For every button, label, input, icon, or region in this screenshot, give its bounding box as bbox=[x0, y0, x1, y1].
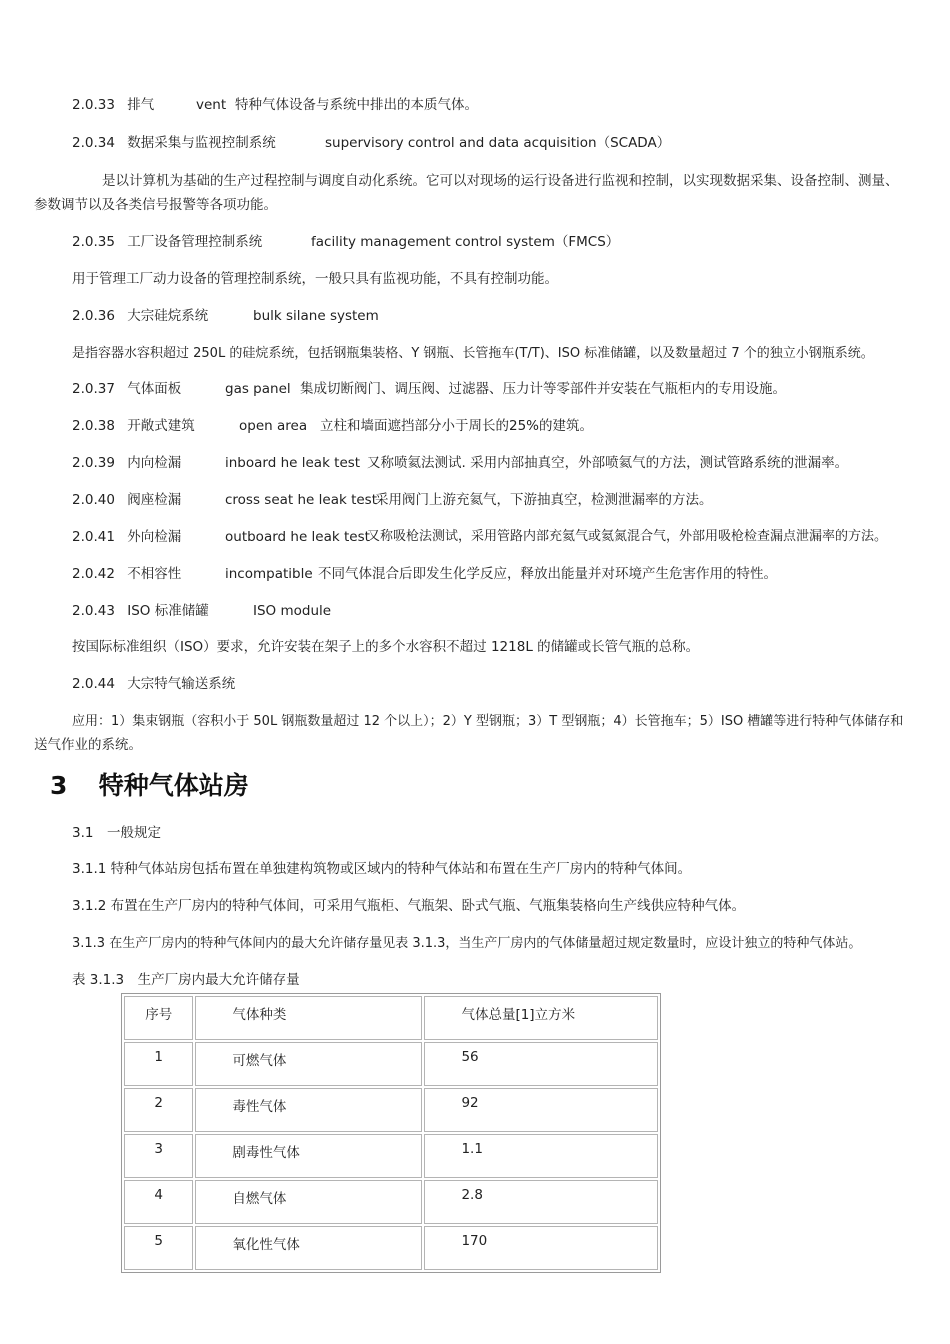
term-number: 2.0.42 bbox=[72, 566, 115, 582]
term-2-0-42 bbox=[72, 564, 932, 584]
term-definition: 采用阀门上游充氦气，下游抽真空，检测泄漏率的方法。 bbox=[375, 492, 713, 508]
chapter-heading bbox=[50, 766, 249, 802]
clause-3-1-1: 3.1.1 特种气体站房包括布置在单独建构筑物或区域内的特种气体站和布置在生产厂房内的特种气体间。 bbox=[72, 861, 692, 877]
term-english: bulk silane system bbox=[253, 308, 379, 324]
chapter-title: 特种气体站房 bbox=[98, 771, 249, 800]
term-definition: 特种气体设备与系统中排出的本质气体。 bbox=[235, 97, 478, 113]
term-english: cross seat he leak test bbox=[225, 492, 378, 508]
cell-total-volume: 170 bbox=[424, 1226, 658, 1270]
clause-3-1-2: 3.1.2 布置在生产厂房内的特种气体间，可采用气瓶柜、气瓶架、卧式气瓶、气瓶集装格向生产线供应特种气体。 bbox=[72, 898, 746, 914]
term-2-0-33 bbox=[72, 95, 932, 115]
header-cell-total-volume: 气体总量[1]立方米 bbox=[424, 996, 658, 1040]
cell-total-volume: 1.1 bbox=[424, 1134, 658, 1178]
term-english: inboard he leak test bbox=[225, 455, 361, 471]
term-number: 2.0.41 bbox=[72, 529, 115, 545]
term-english: supervisory control and data acquisition（SCADA） bbox=[325, 135, 671, 151]
cell-index: 4 bbox=[124, 1180, 193, 1224]
bulk-description-line-2: 送气作业的系统。 bbox=[34, 737, 142, 753]
cell-index: 3 bbox=[124, 1134, 193, 1178]
term-2-0-43 bbox=[72, 601, 932, 621]
term-number: 2.0.33 bbox=[72, 97, 115, 113]
term-definition: 立柱和墙面遮挡部分小于周长的25%的建筑。 bbox=[320, 418, 594, 434]
storage-limit-table bbox=[121, 993, 661, 1273]
header-cell-index: 序号 bbox=[124, 996, 193, 1040]
term-2-0-39 bbox=[72, 453, 932, 473]
table-header-row bbox=[124, 996, 658, 1040]
term-chinese: 大宗特气输送系统 bbox=[127, 676, 236, 692]
table-row bbox=[124, 1042, 658, 1086]
term-english: incompatible bbox=[225, 566, 313, 582]
term-chinese: 不相容性 bbox=[127, 566, 182, 582]
section-3-1-heading: 3.1 一般规定 bbox=[72, 825, 161, 841]
scada-description-line-2: 参数调节以及各类信号报警等各项功能。 bbox=[34, 197, 277, 213]
term-number: 2.0.36 bbox=[72, 308, 115, 324]
term-number: 2.0.43 bbox=[72, 603, 115, 619]
term-definition: 不同气体混合后即发生化学反应，释放出能量并对环境产生危害作用的特性。 bbox=[318, 566, 777, 582]
header-cell-gas-type: 气体种类 bbox=[195, 996, 422, 1040]
term-chinese: 工厂设备管理控制系统 bbox=[127, 234, 263, 250]
cell-total-volume: 2.8 bbox=[424, 1180, 658, 1224]
term-2-0-40 bbox=[72, 490, 932, 510]
scada-description-line-1: 是以计算机为基础的生产过程控制与调度自动化系统。它可以对现场的运行设备进行监视和控制，以实现数据采集、设备控制、测量、 bbox=[102, 173, 899, 189]
term-english: facility management control system（FMCS） bbox=[311, 234, 620, 250]
cell-gas-type: 毒性气体 bbox=[195, 1088, 422, 1132]
term-number: 2.0.38 bbox=[72, 418, 115, 434]
term-chinese: 大宗硅烷系统 bbox=[127, 308, 209, 324]
term-english: ISO module bbox=[253, 603, 332, 619]
term-number: 2.0.40 bbox=[72, 492, 115, 508]
cell-gas-type: 自燃气体 bbox=[195, 1180, 422, 1224]
term-english: outboard he leak test bbox=[225, 529, 370, 545]
term-english: vent bbox=[196, 97, 227, 113]
term-chinese: 气体面板 bbox=[127, 381, 182, 397]
term-2-0-36 bbox=[72, 306, 932, 326]
term-chinese: 外向检漏 bbox=[127, 529, 182, 545]
term-chinese: 数据采集与监视控制系统 bbox=[127, 135, 276, 151]
cell-total-volume: 92 bbox=[424, 1088, 658, 1132]
term-number: 2.0.37 bbox=[72, 381, 115, 397]
iso-description: 按国际标准组织（ISO）要求，允许安装在架子上的多个水容积不超过 1218L 的储罐或长管气瓶的总称。 bbox=[72, 639, 700, 655]
term-english: gas panel bbox=[225, 381, 291, 397]
term-2-0-34 bbox=[72, 133, 932, 153]
term-2-0-35 bbox=[72, 232, 932, 252]
table-row bbox=[124, 1180, 658, 1224]
table-caption: 表 3.1.3 生产厂房内最大允许储存量 bbox=[72, 972, 300, 988]
term-2-0-41 bbox=[72, 527, 932, 547]
term-chinese: 排气 bbox=[127, 97, 155, 113]
cell-gas-type: 氧化性气体 bbox=[195, 1226, 422, 1270]
clause-3-1-3: 3.1.3 在生产厂房内的特种气体间内的最大允许储存量见表 3.1.3，当生产厂房内的气体储量超过规定数量时，应设计独立的特种气体站。 bbox=[72, 936, 862, 951]
cell-index: 1 bbox=[124, 1042, 193, 1086]
table-row bbox=[124, 1088, 658, 1132]
term-chinese: 阀座检漏 bbox=[127, 492, 182, 508]
term-number: 2.0.35 bbox=[72, 234, 115, 250]
silane-description: 是指容器水容积超过 250L 的硅烷系统，包括钢瓶集装格、Y 钢瓶、长管拖车(T/T)、ISO 标准储罐，以及数量超过 7 个的独立小钢瓶系统。 bbox=[72, 346, 874, 361]
term-chinese: 开敞式建筑 bbox=[127, 418, 195, 434]
term-definition: 集成切断阀门、调压阀、过滤器、压力计等零部件并安装在气瓶柜内的专用设施。 bbox=[300, 381, 786, 397]
term-number: 2.0.39 bbox=[72, 455, 115, 471]
table-row bbox=[124, 1226, 658, 1270]
cell-gas-type: 可燃气体 bbox=[195, 1042, 422, 1086]
term-number: 2.0.44 bbox=[72, 676, 115, 692]
term-number: 2.0.34 bbox=[72, 135, 115, 151]
term-english: open area bbox=[239, 418, 308, 434]
term-chinese: 内向检漏 bbox=[127, 455, 182, 471]
term-2-0-38 bbox=[72, 416, 932, 436]
cell-total-volume: 56 bbox=[424, 1042, 658, 1086]
chapter-number: 3 bbox=[50, 771, 68, 800]
cell-gas-type: 剧毒性气体 bbox=[195, 1134, 422, 1178]
bulk-description-line-1: 应用：1）集束钢瓶（容积小于 50L 钢瓶数量超过 12 个以上）；2）Y 型钢瓶；3）T 型钢瓶；4）长管拖车；5）ISO 槽罐等进行特种气体储存和 bbox=[72, 714, 904, 729]
term-2-0-37 bbox=[72, 379, 932, 399]
cell-index: 2 bbox=[124, 1088, 193, 1132]
fmcs-description: 用于管理工厂动力设备的管理控制系统，一般只具有监视功能，不具有控制功能。 bbox=[72, 271, 558, 287]
cell-index: 5 bbox=[124, 1226, 193, 1270]
term-2-0-44 bbox=[72, 674, 932, 694]
term-definition: 又称喷氦法测试. 采用内部抽真空，外部喷氦气的方法，测试管路系统的泄漏率。 bbox=[367, 455, 849, 471]
table-row bbox=[124, 1134, 658, 1178]
term-definition: 又称吸枪法测试，采用管路内部充氦气或氦氮混合气，外部用吸枪检查漏点泄漏率的方法。 bbox=[367, 529, 888, 544]
term-chinese: ISO 标准储罐 bbox=[127, 603, 209, 619]
